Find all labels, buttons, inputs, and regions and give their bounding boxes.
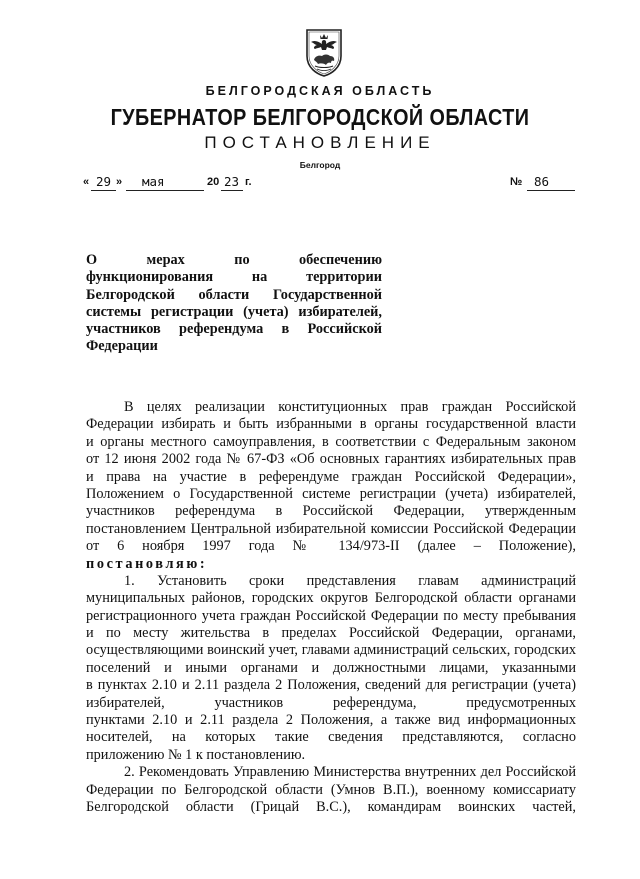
document-body (86, 399, 576, 816)
month-underline (126, 176, 204, 191)
item1-line: приложению № 1 к постановлению. (86, 746, 306, 763)
date-year-mark: г. (245, 176, 252, 188)
document-number: 86 (534, 174, 550, 189)
subject-line: системы регистрации (учета) избирателей, (86, 303, 382, 320)
item1-line: избирателей, участников референдума, предусмотренных (86, 694, 576, 711)
city-name: Белгород (299, 160, 341, 170)
subject-line: Белгородской области Государственной (86, 286, 382, 303)
subject-line: функционирования на территории (86, 269, 382, 286)
body-line: от 12 июня 2002 года № 67-ФЗ «Об основных гарантиях избирательных прав (86, 451, 576, 468)
date-close-quote: » (116, 176, 123, 188)
item1-line: поселений и иными органами и должностными лицами, указанными (86, 659, 576, 676)
region-title: БЕЛГОРОДСКАЯ ОБЛАСТЬ (205, 84, 435, 98)
body-line: Положением о Государственной системе регистрации (учета) избирателей, (86, 485, 576, 502)
authority-title: ГУБЕРНАТОР БЕЛГОРОДСКОЙ ОБЛАСТИ (110, 104, 530, 130)
date-number-row (80, 172, 580, 192)
item1-line: и по месту жительства в пределах Российской Федерации, органами, (86, 625, 576, 642)
item2-line: Федерации по Белгородской области (Умнов В.П.), военному комиссариату (86, 781, 576, 798)
body-line: постановлением Центральной избирательной комиссии Российской Федерации (86, 520, 576, 537)
body-line: В целях реализации конституционных прав граждан Российской (124, 399, 576, 415)
subject-line: участников референдума в Российской (86, 321, 382, 338)
document-type-title: ПОСТАНОВЛЕНИЕ (204, 133, 436, 152)
date-year-suffix: 23 (224, 174, 240, 189)
item1-line: регистрационного учета граждан Российской Федерации по месту пребывания (86, 607, 576, 624)
date-month: мая (142, 174, 165, 189)
date-year-prefix: 20 (207, 176, 220, 188)
date-open-quote: « (83, 176, 90, 188)
body-line: и органы местного самоуправления, в соответствии с Федеральным законом (86, 433, 576, 450)
subject-line: О мерах по обеспечению (86, 252, 382, 268)
body-line: от 6 ноября 1997 года № 134/973-II (далее – Положение), (86, 538, 576, 555)
item1-line: 1. Установить сроки представления главам администраций (124, 572, 576, 589)
resolve-word: постановляю: (86, 555, 208, 572)
item1-line: в пунктах 2.10 и 2.11 раздела 2 Положения, сведений для регистрации (учета) (86, 677, 576, 694)
body-line: и права на участие в референдуме граждан Российской Федерации», (86, 468, 576, 485)
date-day: 29 (96, 174, 112, 189)
subject-line: Федерации (86, 338, 158, 355)
body-line: Федерации избирать и быть избранными в органы государственной власти (86, 416, 576, 433)
item1-line: носителей, на которых такие сведения представляются, согласно (86, 729, 576, 746)
item1-line: муниципальных районов, городских округов Белгородской области органами (86, 590, 576, 607)
body-line: участников референдума в Российской Федерации, утвержденным (86, 503, 576, 520)
item2-line: Белгородской области (Грицай В.С.), командирам воинских частей, (86, 798, 576, 815)
item2-line: 2. Рекомендовать Управлению Министерства внутренних дел Российской (124, 764, 576, 781)
item1-line: пунктами 2.10 и 2.11 раздела 2 Положения, а также вид информационных (86, 712, 576, 729)
resolve-line (86, 556, 576, 573)
item1-line: осуществляющими воинский учет, главами администраций сельских, городских (86, 642, 576, 659)
coat-of-arms-emblem (303, 26, 345, 78)
subject-heading (86, 252, 382, 356)
number-label: № (510, 176, 523, 188)
